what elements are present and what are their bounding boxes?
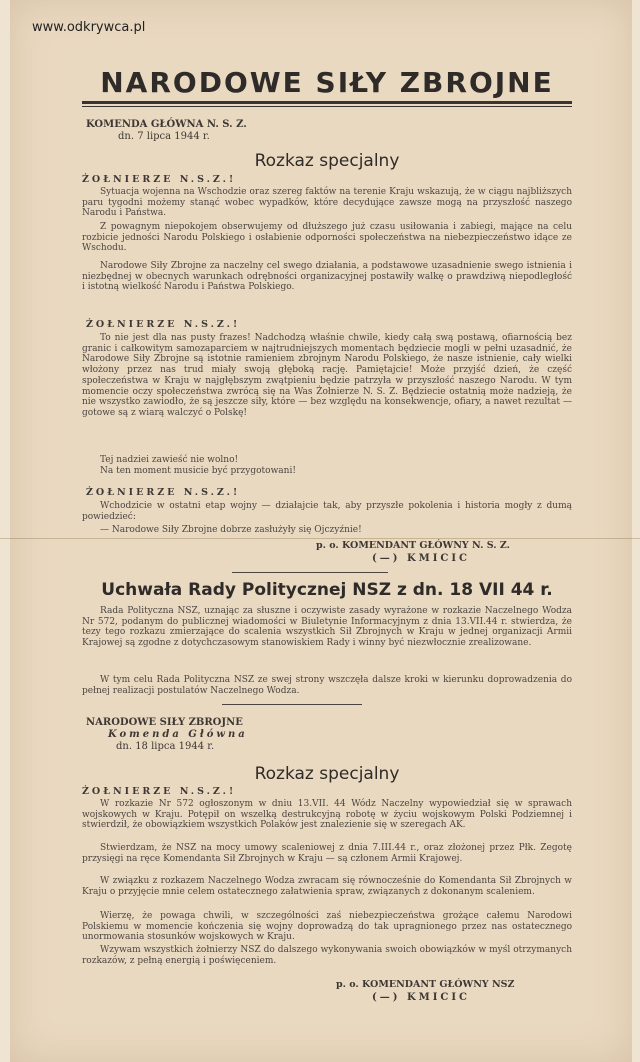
order2-paragraph-5: Wzywam wszystkich żołnierzy NSZ do dalszego wykonywania swoich obowiązków w myśl otrzymanych rozkazów, z pełną energią i poświęceniem. — [82, 945, 572, 966]
order2-paragraph-4: Wierzę, że powaga chwili, w szczególności zaś niebezpieczeństwa grożące całemu Narodowi Polskiemu w momencie kończenia się wojny doprowadzą do tak upragnionego przez nas ostatecznego unormowania stosunków wojskowych w Kraju. — [82, 911, 572, 943]
header2-org: NARODOWE SIŁY ZBROJNE — [86, 717, 243, 728]
masthead-rule-thick — [82, 101, 572, 104]
order1-address-2: ŻOŁNIERZE N.S.Z.! — [86, 319, 241, 330]
header2-unit: Komenda Główna — [108, 729, 248, 740]
header2-date: dn. 18 lipca 1944 r. — [116, 741, 215, 752]
order2-signature-name: (—) KMICIC — [372, 992, 470, 1003]
order1-paragraph-3: Narodowe Siły Zbrojne za naczelny cel swego działania, a podstawowe uzasadnienie swego istnienia i niezbędnej w obecnych warunkach odrębności organizacyjnej postawiły walkę o prawdziwą niepodległość i istotną wielkość Narodu i Państwa Polskiego. — [82, 261, 572, 293]
order1-signature-title: p. o. KOMENDANT GŁÓWNY N. S. Z. — [316, 540, 510, 551]
order2-address: ŻOŁNIERZE N.S.Z.! — [82, 786, 237, 797]
order1-paragraph-5: Tej nadziei zawieść nie wolno! — [100, 455, 239, 465]
order1-paragraph-1: Sytuacja wojenna na Wschodzie oraz szereg faktów na terenie Kraju wskazują, że w ciągu najbliższych paru tygodni możemy stanąć wobec wypadków, które decydujące zawsze mogą na przyszłość naszego Narodu i Państwa. — [82, 187, 572, 219]
header-date: dn. 7 lipca 1944 r. — [118, 131, 210, 142]
fold-line — [0, 538, 640, 539]
resolution-paragraph-2: W tym celu Rada Polityczna NSZ ze swej strony wszczęła dalsze kroki w kierunku doprowadzenia do pełnej realizacji postulatów Naczelnego Wodza. — [82, 675, 572, 696]
order1-paragraph-2: Z powagnym niepokojem obserwujemy od dłuższego już czasu usiłowania i zabiegi, mające na celu rozbicie jedności Narodu Polskiego i osłabienie odporności społeczeństwa na niebezpieczeństwo idące ze Wschodu. — [82, 222, 572, 254]
order1-address-1: ŻOŁNIERZE N.S.Z.! — [82, 174, 237, 185]
order2-paragraph-2: Stwierdzam, że NSZ na mocy umowy scaleniowej z dnia 7.III.44 r., oraz złożonej przez Płk. Zegotę przysięgi na ręce Komendanta Sił Zbrojnych w Kraju — są członem Armii Krajowej. — [82, 843, 572, 864]
masthead-rule-thin — [82, 106, 572, 107]
watermark: www.odkrywca.pl — [32, 20, 146, 35]
order2-signature-title: p. o. KOMENDANT GŁÓWNY NSZ — [336, 979, 515, 990]
order1-signature-name: (—) KMICIC — [372, 553, 470, 564]
order2-title: Rozkaz specjalny — [254, 764, 400, 784]
order1-paragraph-8: — Narodowe Siły Zbrojne dobrze zasłużyły się Ojczyźnie! — [100, 525, 362, 535]
header-unit: KOMENDA GŁÓWNA N. S. Z. — [86, 119, 247, 130]
order1-paragraph-4: To nie jest dla nas pusty frazes! Nadchodzą właśnie chwile, kiedy całą swą postawą, ofiarnością bez granic i całkowitym samozaparciem w najtrudniejszych momentach będziecie mogli w pełni uzasadnić, że Narodowe Siły Zbrojne są istotnie ramieniem zbrojnym Narodu Polskiego, że nasze istnienie, cały wielki włożony przez nas trud miały swoją głęboką rację. Pamiętajcie! Może przyjść dzień, że część społeczeństwa w Kraju w najgłębszym zwątpieniu będzie patrzyła w przyszłość naszego Narodu. W tym momencie oczy społeczeństwa zwrócą się na Was Żołnierze N. S. Z. Będziecie ostatnią może nadzieją, że nie wszystko zawiodło, że są jeszcze siły, które — bez względu na konsekwencje, ofiary, a nawet rezultat — gotowe są z wiarą walczyć o Polskę! — [82, 333, 572, 418]
section-divider-2 — [222, 704, 362, 705]
resolution-paragraph-1: Rada Polityczna NSZ, uznając za słuszne i oczywiste zasady wyrażone w rozkazie Naczelnego Wodza Nr 572, podanym do publicznej wiadomości w Biuletynie Informacyjnym z dnia 13.VII.44 r. stwierdza, że tezy tego rozkazu zmierzające do scalenia wszystkich Sił Zbrojnych w Kraju w jednej organizacji Armii Krajowej są zgodne z dotychczasowym stanowiskiem Rady i winny być niezwłocznie zrealizowane. — [82, 606, 572, 649]
order1-paragraph-7: Wchodzicie w ostatni etap wojny — działajcie tak, aby przyszłe pokolenia i historia mogły z dumą powiedzieć: — [82, 501, 572, 522]
section-divider-1 — [232, 572, 388, 573]
order1-paragraph-6: Na ten moment musicie być przygotowani! — [100, 466, 296, 476]
order2-paragraph-3: W związku z rozkazem Naczelnego Wodza zwracam się równocześnie do Komendanta Sił Zbrojnych w Kraju o przyjęcie mnie celem ostatecznego załatwienia spraw, związanych z dokonanym scaleniem. — [82, 876, 572, 897]
resolution-title: Uchwała Rady Politycznej NSZ z dn. 18 VII 44 r. — [101, 580, 553, 600]
order1-title: Rozkaz specjalny — [254, 151, 400, 171]
masthead: NARODOWE SIŁY ZBROJNE — [100, 66, 554, 99]
order1-address-3: ŻOŁNIERZE N.S.Z.! — [86, 487, 241, 498]
order2-paragraph-1: W rozkazie Nr 572 ogłoszonym w dniu 13.VII. 44 Wódz Naczelny wypowiedział się w sprawach wojskowych w Kraju. Potępił on wszelką destrukcyjną robotę w życiu wojskowym Polski Podziemnej i stwierdził, że obowiązkiem wszystkich Polaków jest znalezienie się w szeregach AK. — [82, 799, 572, 831]
